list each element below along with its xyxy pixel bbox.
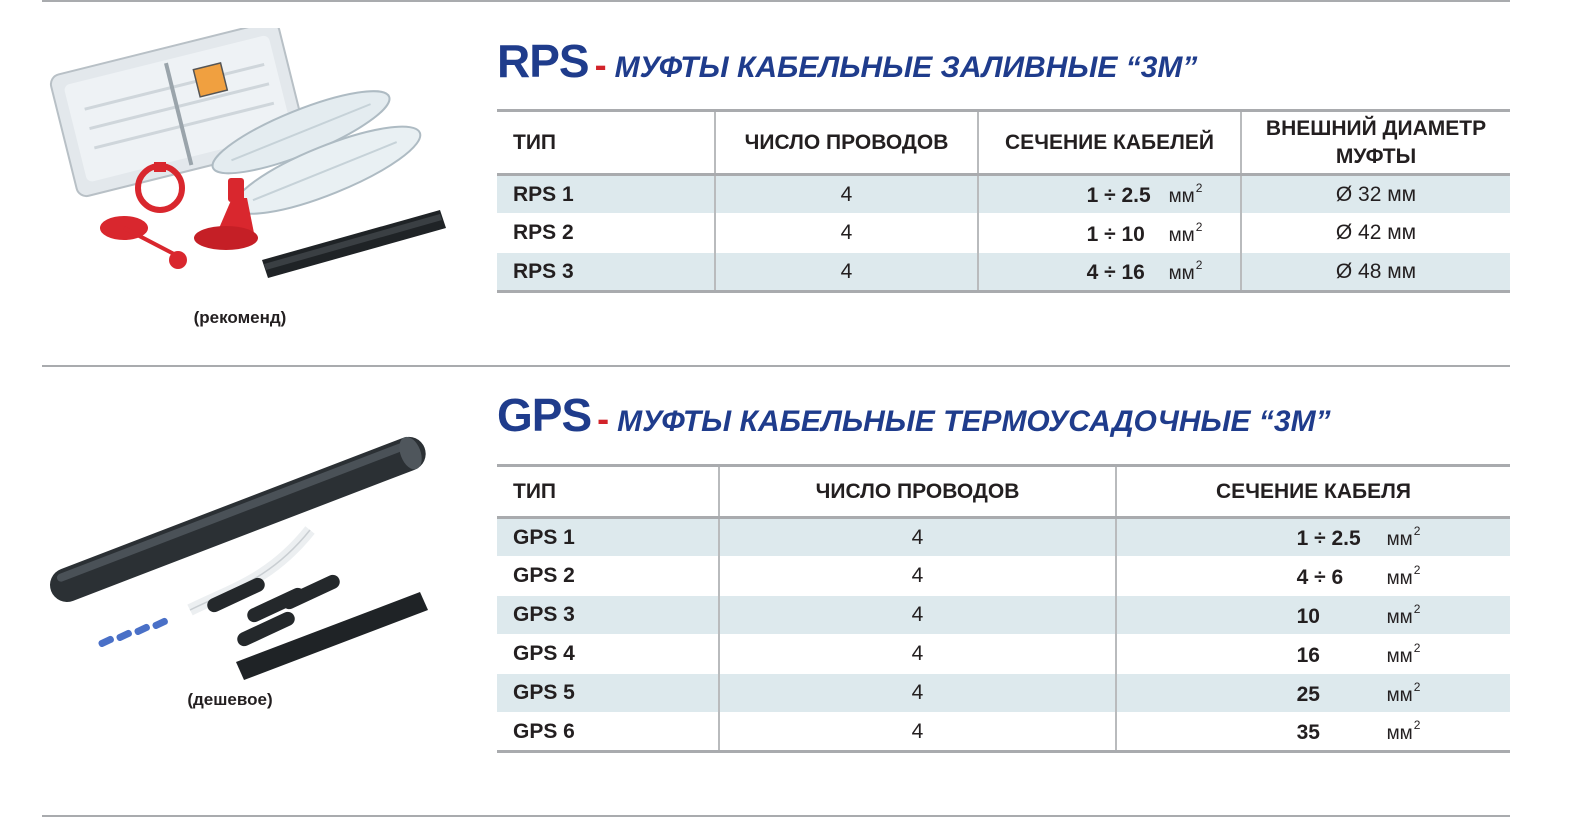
rps-spec-table xyxy=(497,109,1510,293)
section-unit-text: мм xyxy=(1386,684,1413,706)
rps-wires-cell: 4 xyxy=(715,214,978,253)
rps-header-section: СЕЧЕНИЕ КАБЕЛЕЙ xyxy=(978,111,1241,175)
gps-section-cell xyxy=(1116,674,1510,713)
gps-wires-cell: 4 xyxy=(719,635,1116,674)
top-divider xyxy=(42,0,1510,2)
section-divider xyxy=(42,365,1510,367)
rps-image-caption: (рекоменд) xyxy=(193,308,287,327)
gps-image-caption: (дешевое) xyxy=(187,690,273,709)
gps-code: GPS xyxy=(497,389,592,441)
section-unit-sup: 2 xyxy=(1413,524,1421,538)
gps-subtitle: МУФТЫ КАБЕЛЬНЫЕ ТЕРМОУСАДОЧНЫЕ “3М” xyxy=(617,405,1331,438)
section-unit-text: мм xyxy=(1386,567,1413,589)
section-unit-text: мм xyxy=(1386,606,1413,628)
rps-diameter-cell: Ø 48 мм xyxy=(1241,253,1510,292)
gps-spec-table xyxy=(497,464,1510,753)
table-row xyxy=(497,557,1510,596)
rps-code: RPS xyxy=(497,35,589,87)
bottom-divider xyxy=(42,815,1510,817)
gps-wires-cell: 4 xyxy=(719,518,1116,557)
gps-wires-cell: 4 xyxy=(719,713,1116,752)
rps-title-dash: - xyxy=(594,44,607,85)
rps-wires-cell: 4 xyxy=(715,253,978,292)
section-unit xyxy=(1169,220,1203,247)
section-unit-text: мм xyxy=(1386,723,1413,744)
rps-type-cell: RPS 2 xyxy=(497,214,715,253)
table-row xyxy=(497,596,1510,635)
section-value: 4 ÷ 16 xyxy=(1086,261,1145,284)
rps-header-diameter-line1: ВНЕШНИЙ ДИАМЕТР xyxy=(1265,116,1487,140)
gps-header-wires: ЧИСЛО ПРОВОДОВ xyxy=(719,466,1116,518)
rps-section-title xyxy=(497,34,1197,88)
gps-wires-cell: 4 xyxy=(719,596,1116,635)
section-unit xyxy=(1387,563,1421,590)
gps-type-cell: GPS 6 xyxy=(497,713,719,752)
section-unit xyxy=(1387,602,1421,629)
gps-type-cell: GPS 4 xyxy=(497,635,719,674)
rps-type-cell: RPS 3 xyxy=(497,253,715,292)
section-value: 10 xyxy=(1296,604,1320,628)
section-unit xyxy=(1387,641,1421,668)
section-unit xyxy=(1169,181,1203,208)
rps-section-cell xyxy=(978,214,1241,253)
gps-type-cell: GPS 5 xyxy=(497,674,719,713)
section-unit-sup: 2 xyxy=(1195,219,1203,234)
gps-section-cell xyxy=(1116,713,1510,752)
gps-type-cell: GPS 2 xyxy=(497,557,719,596)
rps-header-type: ТИП xyxy=(497,111,715,175)
gps-section-cell xyxy=(1116,518,1510,557)
rps-resin-kit-photo-icon xyxy=(42,28,462,298)
section-value: 16 xyxy=(1296,643,1320,667)
gps-type-cell: GPS 3 xyxy=(497,596,719,635)
gps-title-dash: - xyxy=(597,398,610,439)
section-unit-sup: 2 xyxy=(1195,258,1203,272)
section-unit-sup: 2 xyxy=(1413,601,1421,616)
section-unit-text: мм xyxy=(1386,529,1413,550)
section-unit xyxy=(1169,258,1203,285)
section-value: 1 ÷ 2.5 xyxy=(1296,527,1361,550)
gps-header-type: ТИП xyxy=(497,466,719,518)
table-row xyxy=(497,214,1510,253)
rps-header-wires: ЧИСЛО ПРОВОДОВ xyxy=(715,111,978,175)
gps-section-cell xyxy=(1116,596,1510,635)
gps-type-cell: GPS 1 xyxy=(497,518,719,557)
table-row xyxy=(497,635,1510,674)
table-row xyxy=(497,713,1510,752)
gps-header-section: СЕЧЕНИЕ КАБЕЛЯ xyxy=(1116,466,1510,518)
section-unit-sup: 2 xyxy=(1195,181,1203,195)
section-value: 25 xyxy=(1296,682,1320,706)
gps-section-cell xyxy=(1116,557,1510,596)
section-value: 1 ÷ 2.5 xyxy=(1086,184,1151,207)
section-unit xyxy=(1387,718,1421,745)
gps-heatshrink-kit-photo-icon xyxy=(40,430,450,680)
section-unit-sup: 2 xyxy=(1413,679,1421,694)
rps-header-diameter-line2: МУФТЫ xyxy=(1335,144,1417,168)
section-unit-sup: 2 xyxy=(1413,718,1421,732)
section-unit-sup: 2 xyxy=(1413,562,1421,577)
gps-section-cell xyxy=(1116,635,1510,674)
rps-diameter-cell: Ø 42 мм xyxy=(1241,214,1510,253)
rps-wires-cell: 4 xyxy=(715,175,978,214)
rps-type-cell: RPS 1 xyxy=(497,175,715,214)
section-value: 4 ÷ 6 xyxy=(1296,565,1344,589)
section-value: 1 ÷ 10 xyxy=(1086,222,1145,246)
table-row xyxy=(497,674,1510,713)
gps-wires-cell: 4 xyxy=(719,557,1116,596)
rps-section-cell xyxy=(978,253,1241,292)
section-unit-text: мм xyxy=(1386,645,1413,667)
table-row xyxy=(497,253,1510,292)
section-unit-text: мм xyxy=(1168,186,1195,207)
section-unit xyxy=(1387,524,1421,551)
table-row xyxy=(497,175,1510,214)
gps-section-title xyxy=(497,388,1331,442)
rps-header-diameter xyxy=(1241,111,1510,175)
section-unit xyxy=(1387,680,1421,707)
rps-subtitle: МУФТЫ КАБЕЛЬНЫЕ ЗАЛИВНЫЕ “3М” xyxy=(614,51,1198,84)
rps-diameter-cell: Ø 32 мм xyxy=(1241,175,1510,214)
table-row xyxy=(497,518,1510,557)
section-unit-text: мм xyxy=(1168,263,1195,284)
gps-wires-cell: 4 xyxy=(719,674,1116,713)
rps-section-cell xyxy=(978,175,1241,214)
section-value: 35 xyxy=(1296,721,1320,744)
section-unit-sup: 2 xyxy=(1413,640,1421,655)
section-unit-text: мм xyxy=(1168,224,1195,246)
